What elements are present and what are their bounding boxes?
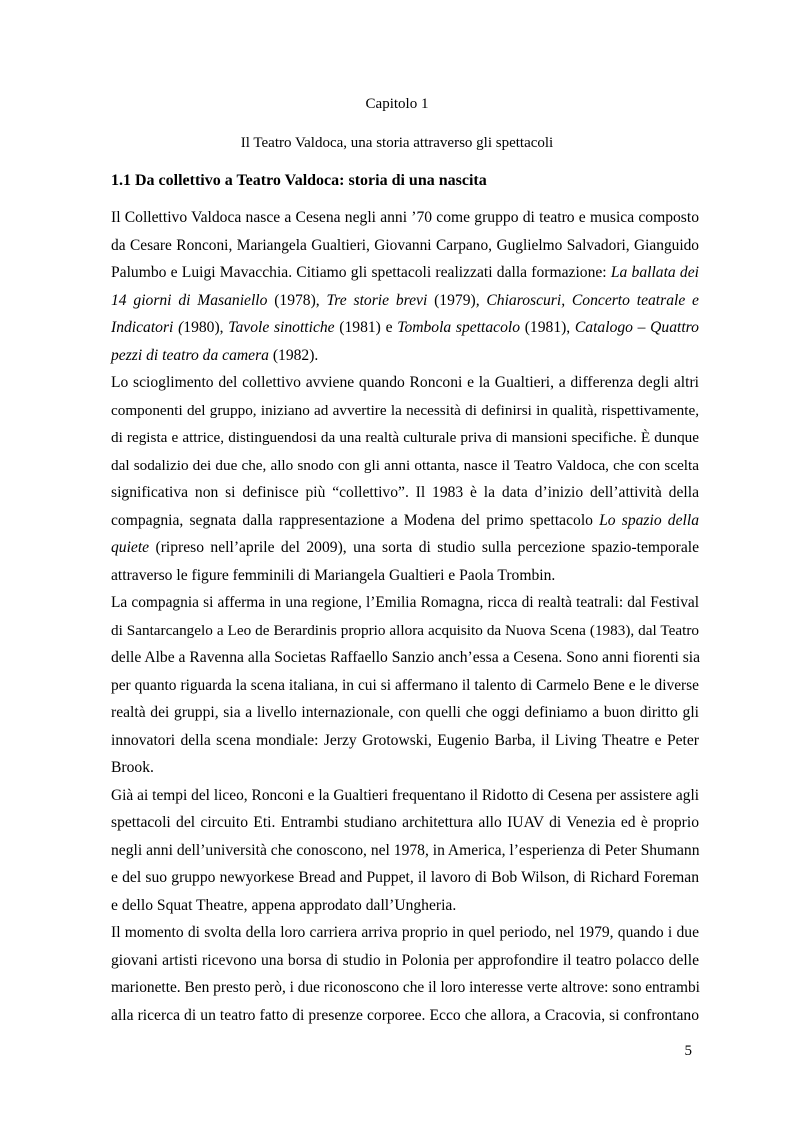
text-line [111, 919, 699, 947]
text-run: per quanto riguarda la scena italiana, in cui si affermano il talento di Carmelo Bene e le diverse [111, 676, 699, 694]
text-run: La compagnia si afferma in una regione, l’Emilia Romagna, ricca di realtà teatrali: dal Festival [111, 594, 699, 611]
text-run: alla ricerca di un teatro fatto di presenze corporee. Ecco che allora, a Cracovia, si confrontano [111, 1006, 699, 1024]
text-run: marionette. Ben presto però, i due riconoscono che il loro interesse verte altrove: sono entrambi [111, 979, 700, 996]
text-run: (1981) e [334, 319, 398, 336]
text-run: componenti del gruppo, iniziano ad avvertire la necessità di definirsi in qualità, rispettivamente, [111, 401, 699, 419]
text-line [111, 562, 699, 590]
text-run: (1979) [427, 291, 476, 309]
text-run: negli anni dell’università che conoscono, nel 1978, in America, l’esperienza di Peter Shumann [111, 841, 700, 859]
text-run: spettacoli del circuito Eti. Entrambi studiano architettura allo IUAV di Venezia ed è proprio [111, 814, 699, 831]
text-line [111, 809, 699, 837]
italic-title: Lo spazio della [599, 511, 699, 529]
text-line [111, 342, 699, 370]
text-line [111, 699, 699, 727]
text-run: compagnia, segnata dalla rappresentazione a Modena del primo spettacolo [111, 511, 600, 529]
text-line [111, 479, 699, 507]
page-number: 5 [684, 1043, 692, 1059]
italic-title: La ballata dei [610, 264, 699, 281]
text-line [111, 837, 699, 865]
text-line [111, 754, 699, 782]
text-run: (1982). [268, 346, 319, 364]
text-run: (ripreso nell’aprile del 2009), una sorta di studio sulla percezione spazio-temporale [149, 539, 699, 556]
text-run: e dello Squat Theatre, appena approdato dall’Ungheria. [111, 896, 457, 914]
text-run: e del suo gruppo newyorkese Bread and Puppet, il lavoro di Bob Wilson, di Richard Foreman [111, 869, 699, 886]
text-line [111, 864, 699, 892]
text-run: Palumbo e Luigi Mavacchia. Citiamo gli spettacoli realizzati dalla formazione: [111, 264, 611, 281]
text-line [111, 672, 699, 700]
text-line [111, 259, 699, 287]
italic-title: Tombola spettacolo [397, 319, 521, 336]
italic-title: Tre storie brevi [326, 291, 428, 309]
section-heading: 1.1 Da collettivo a Teatro Valdoca: storia di una nascita [111, 172, 487, 189]
italic-title: , Chiaroscuri, Concerto teatrale e [475, 291, 699, 309]
text-line [111, 589, 699, 617]
text-line [111, 534, 699, 562]
text-line [111, 617, 699, 645]
text-line [111, 974, 699, 1002]
chapter-title: Il Teatro Valdoca, una storia attraverso gli spettacoli [240, 135, 554, 151]
text-run: giovani artisti ricevono una borsa di studio in Polonia per approfondire il teatro polacco delle [111, 951, 699, 969]
italic-title: Indicatori ( [111, 319, 184, 336]
text-run: Lo scioglimento del collettivo avviene quando Ronconi e la Gualtieri, a differenza degli altri [111, 374, 699, 391]
text-line [111, 947, 699, 975]
text-line [111, 287, 699, 315]
text-run: Brook. [111, 759, 154, 776]
text-line [111, 1002, 699, 1030]
text-line [111, 369, 699, 397]
text-run: Il Collettivo Valdoca nasce a Cesena negli anni ’70 come gruppo di teatro e musica composto [111, 209, 699, 226]
text-run: (1981), [520, 319, 575, 336]
text-line [111, 892, 699, 920]
text-line [111, 782, 699, 810]
text-run: significativa non si definisce più “collettivo”. Il 1983 è la data d’inizio dell’attività della [111, 484, 699, 501]
body-text [111, 204, 699, 1029]
text-line [111, 507, 699, 535]
italic-title: Tavole sinottiche [228, 319, 335, 336]
text-line [111, 314, 699, 342]
italic-title: 14 giorni di Masaniello [111, 291, 268, 309]
text-line [111, 727, 699, 755]
text-run: 1980), [183, 319, 229, 336]
text-line [111, 452, 699, 480]
text-run: (1978), [267, 291, 327, 309]
text-line [111, 204, 699, 232]
text-run: Già ai tempi del liceo, Ronconi e la Gualtieri frequentano il Ridotto di Cesena per assistere agli [111, 786, 699, 804]
text-line [111, 424, 699, 452]
text-run: da Cesare Ronconi, Mariangela Gualtieri, Giovanni Carpano, Guglielmo Salvadori, Gianguido [111, 236, 699, 254]
text-run: attraverso le figure femminili di Mariangela Gualtieri e Paola Trombin. [111, 566, 556, 584]
chapter-label: Capitolo 1 [365, 96, 429, 112]
italic-title: Catalogo – Quattro [574, 319, 699, 336]
text-run: Il momento di svolta della loro carriera arriva proprio in quel periodo, nel 1979, quando i due [111, 924, 699, 941]
text-run: dal sodalizio dei due che, allo snodo con gli anni ottanta, nasce il Teatro Valdoca, che con scelta [111, 456, 699, 474]
text-line [111, 397, 699, 425]
text-run: di regista e attrice, distinguendosi da una realtà culturale priva di mansioni specifiche. È dunque [111, 429, 699, 446]
italic-title: pezzi di teatro da camera [111, 346, 269, 364]
italic-title: quiete [111, 539, 150, 556]
text-line [111, 232, 699, 260]
text-run: delle Albe a Ravenna alla Societas Raffaello Sanzio anch’essa a Cesena. Sono anni fiorenti sia [111, 649, 701, 666]
text-run: innovatori della scena mondiale: Jerzy Grotowski, Eugenio Barba, il Living Theatre e Peter [111, 731, 699, 749]
text-line [111, 644, 699, 672]
text-run: di Santarcangelo a Leo de Berardinis proprio allora acquisito da Nuova Scena (1983), dal Teatro [111, 621, 699, 639]
text-run: realtà dei gruppi, sia a livello internazionale, con quelli che oggi definiamo a buon diritto gli [111, 704, 699, 721]
